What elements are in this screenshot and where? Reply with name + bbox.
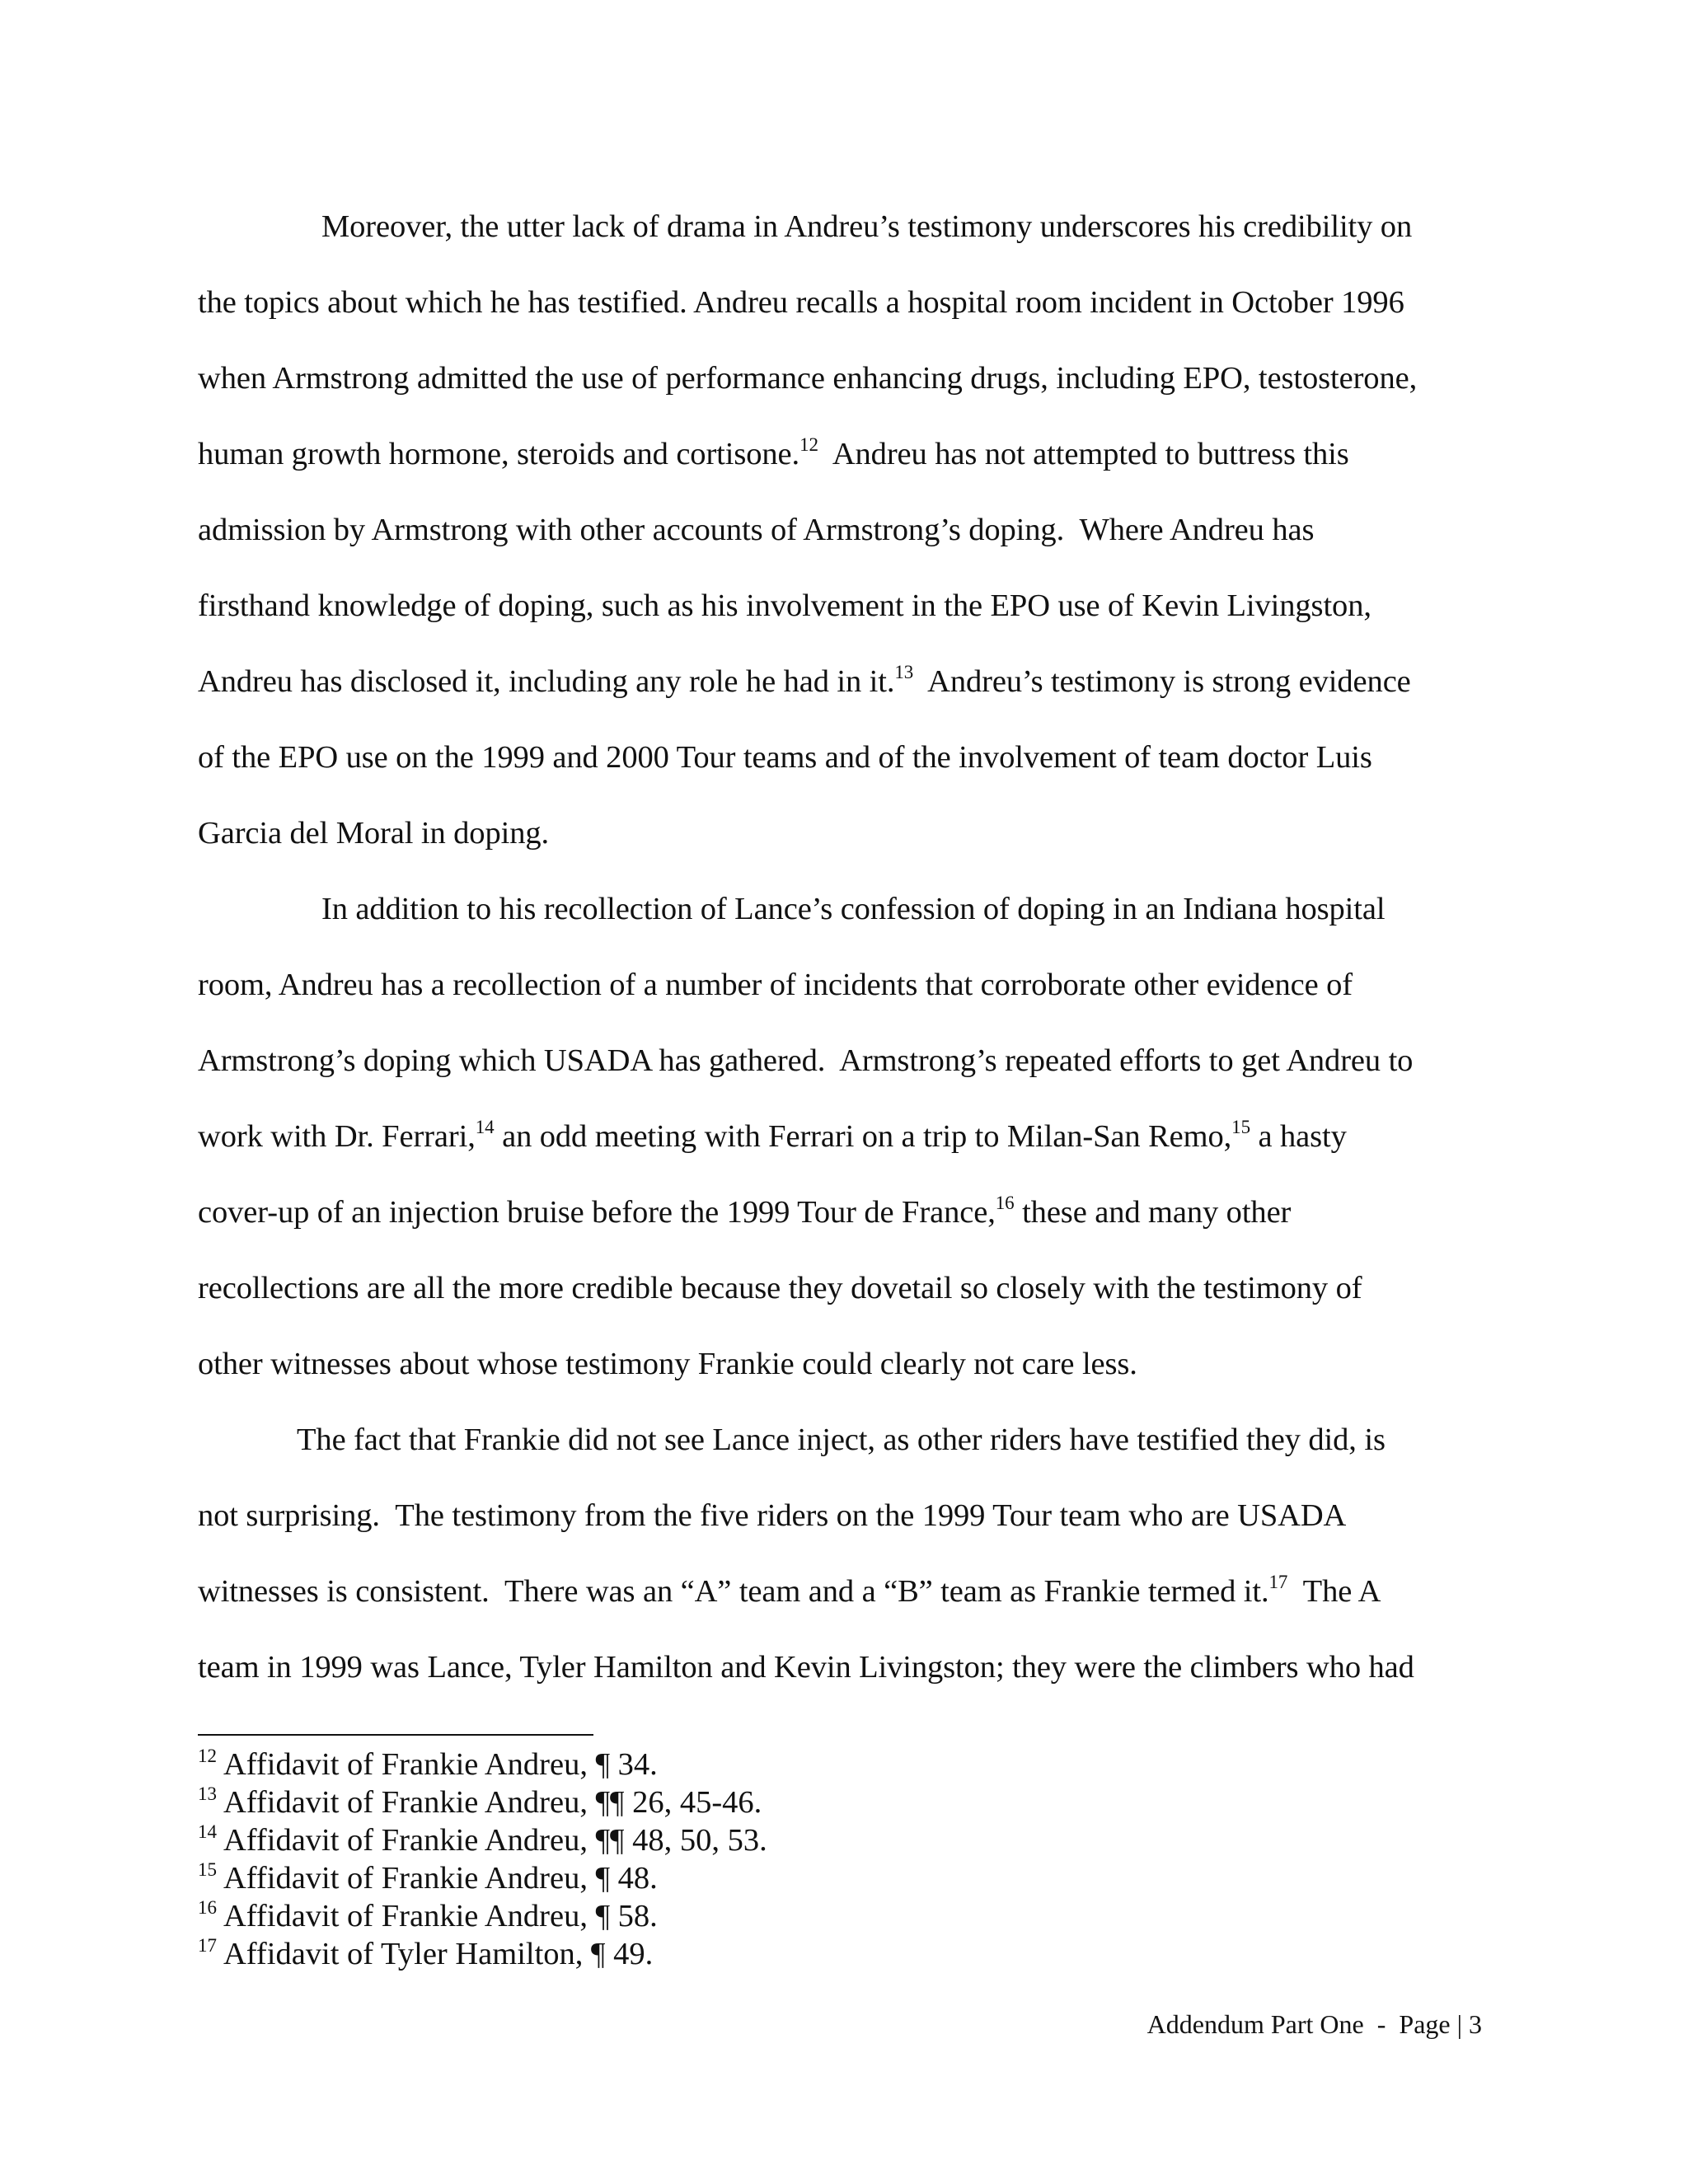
text-line (198, 416, 1484, 492)
footnote-13 (198, 1783, 1484, 1821)
footnote-15 (198, 1859, 1484, 1897)
line-segment: a hasty (1250, 1119, 1347, 1154)
text-line: Moreover, the utter lack of drama in Andreu’s testimony underscores his credibility on (321, 209, 1413, 244)
footnote-separator (198, 1734, 593, 1736)
text-line: Armstrong’s doping which USADA has gathered. Armstrong’s repeated efforts to get Andreu to (198, 1043, 1414, 1078)
line-segment: Andreu has not attempted to buttress this (818, 437, 1349, 471)
text-line (198, 1099, 1484, 1174)
footnote-12 (198, 1746, 1484, 1783)
line-segment: work with Dr. Ferrari, (198, 1119, 476, 1154)
footnote-14 (198, 1821, 1484, 1859)
text-line: recollections are all the more credible because they dovetail so closely with the testimony of (198, 1271, 1362, 1305)
text-line: of the EPO use on the 1999 and 2000 Tour teams and of the involvement of team doctor Luis (198, 740, 1372, 775)
footnote-17 (198, 1935, 1484, 1973)
text-line (198, 644, 1484, 719)
body-text (198, 189, 1484, 1705)
footnote-number: 17 (198, 1935, 217, 1956)
text-line (198, 1554, 1484, 1629)
footnote-number: 16 (198, 1897, 217, 1918)
text-line: Garcia del Moral in doping. (198, 816, 550, 851)
footnote-ref-15[interactable]: 15 (1231, 1117, 1250, 1138)
footnote-16 (198, 1897, 1484, 1935)
text-line: other witnesses about whose testimony Frankie could clearly not care less. (198, 1347, 1137, 1381)
text-line: room, Andreu has a recollection of a number of incidents that corroborate other evidence of (198, 968, 1353, 1002)
line-segment: Andreu’s testimony is strong evidence (913, 664, 1411, 699)
footnote-number: 12 (198, 1746, 217, 1766)
page-footer: Addendum Part One - Page | 3 (1146, 2009, 1482, 2039)
line-segment: these and many other (1014, 1195, 1292, 1230)
footnotes (198, 1746, 1484, 1973)
text-line (198, 1174, 1484, 1250)
text-line: In addition to his recollection of Lance’s confession of doping in an Indiana hospital (321, 892, 1386, 926)
footnote-text: Affidavit of Frankie Andreu, ¶ 48. (223, 1861, 658, 1896)
footnote-number: 13 (198, 1783, 217, 1804)
footnote-ref-16[interactable]: 16 (995, 1193, 1015, 1214)
text-line: team in 1999 was Lance, Tyler Hamilton and Kevin Livingston; they were the climbers who had (198, 1650, 1414, 1685)
text-line: when Armstrong admitted the use of performance enhancing drugs, including EPO, testosterone, (198, 361, 1418, 396)
footnote-text: Affidavit of Frankie Andreu, ¶¶ 26, 45-46. (223, 1785, 762, 1820)
footnote-ref-12[interactable]: 12 (799, 434, 818, 456)
footnote-number: 15 (198, 1859, 217, 1880)
footnote-text: Affidavit of Tyler Hamilton, ¶ 49. (223, 1937, 654, 1971)
footnote-ref-17[interactable]: 17 (1268, 1572, 1288, 1593)
text-line: the topics about which he has testified. Andreu recalls a hospital room incident in October 1996 (198, 285, 1404, 320)
line-segment: cover-up of an injection bruise before the 1999 Tour de France, (198, 1195, 996, 1230)
text-line: The fact that Frankie did not see Lance inject, as other riders have testified they did, is (297, 1422, 1386, 1457)
footnote-ref-13[interactable]: 13 (894, 662, 914, 683)
footnote-number: 14 (198, 1821, 217, 1842)
text-line: not surprising. The testimony from the five riders on the 1999 Tour team who are USADA (198, 1498, 1347, 1533)
line-segment: The A (1287, 1574, 1381, 1609)
line-segment: Andreu has disclosed it, including any role he had in it. (198, 664, 895, 699)
footnote-text: Affidavit of Frankie Andreu, ¶ 58. (223, 1899, 658, 1933)
line-segment: witnesses is consistent. There was an “A” team and a “B” team as Frankie termed it. (198, 1574, 1269, 1609)
line-segment: human growth hormone, steroids and cortisone. (198, 437, 800, 471)
text-line: firsthand knowledge of doping, such as his involvement in the EPO use of Kevin Livingston, (198, 588, 1372, 623)
footnote-text: Affidavit of Frankie Andreu, ¶¶ 48, 50, 53. (223, 1823, 767, 1858)
footnote-ref-14[interactable]: 14 (475, 1117, 495, 1138)
footnote-text: Affidavit of Frankie Andreu, ¶ 34. (223, 1747, 658, 1782)
line-segment: an odd meeting with Ferrari on a trip to Milan-San Remo, (494, 1119, 1232, 1154)
text-line: admission by Armstrong with other accounts of Armstrong’s doping. Where Andreu has (198, 513, 1315, 547)
